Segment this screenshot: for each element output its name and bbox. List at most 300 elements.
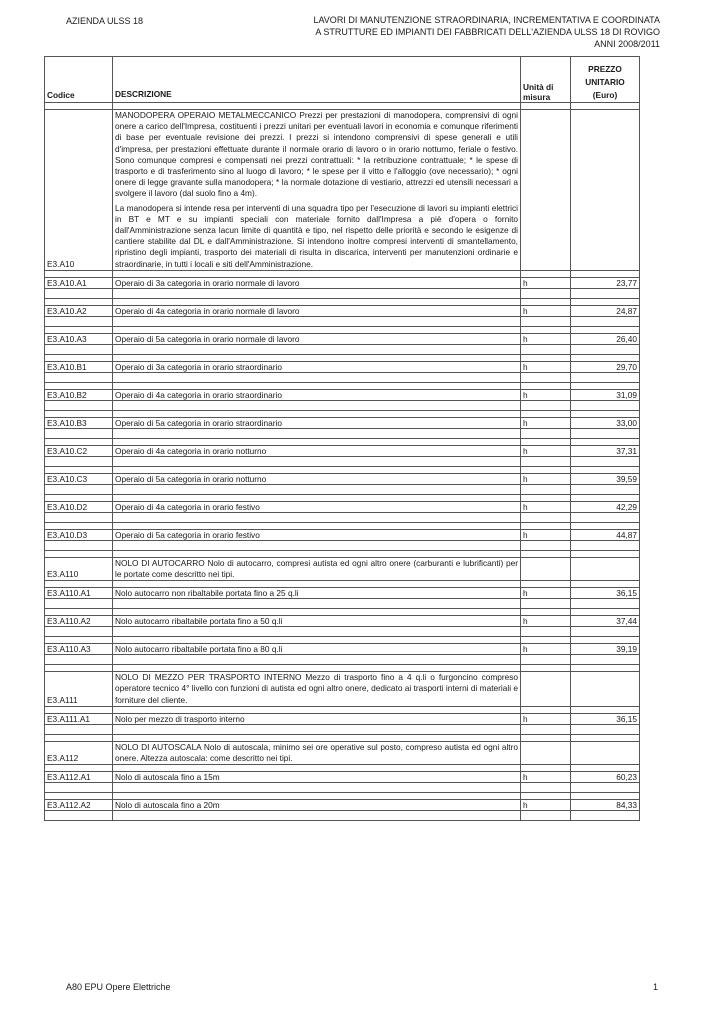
spacer-cell <box>113 372 521 382</box>
item-description: Operaio di 3a categoria in orario straordinario <box>113 361 521 372</box>
spacer-cell <box>45 354 113 361</box>
spacer-row <box>45 466 640 473</box>
section-description <box>113 557 521 580</box>
spacer-cell <box>113 599 521 609</box>
spacer-cell <box>521 609 571 616</box>
spacer-cell <box>113 765 521 772</box>
spacer-cell <box>571 655 640 665</box>
table-row <box>45 389 640 400</box>
spacer-cell <box>571 382 640 389</box>
price-list-body <box>45 57 640 821</box>
spacer-cell <box>571 783 640 793</box>
spacer-row <box>45 438 640 445</box>
section-price <box>571 110 640 271</box>
spacer-cell <box>571 438 640 445</box>
section-paragraph: MANODOPERA OPERAIO METALMECCANICO Prezzi per prestazioni di manodopera, comprensivi di ogni onere a carico dell'Impresa, costituenti i prezzi unitari per eventuali lavori in economia e comunque riferimenti di base per eventuale revisione dei prezzi. I prezzi si intendono comprensivi di spese generali e utili d'impresa, per prestazioni effettuate durante il normale orario di lavoro o in orario notturno, feriale o festivo. Sono comunque compresi e compensati nei prezzi contrattuali: * la retribuzione contrattuale; * le spese di trasporto e di trasferimento sino al luogo di lavoro; * le spese per il vitto e l'alloggio (ove necessario); * ogni onere di legge gravante sulla manodopera; * la normale dotazione di vestiario, attrezzi ed utensili necessari a svolgere il lavoro (dal suolo fino a 4m). <box>115 110 518 199</box>
item-price: 39,59 <box>571 473 640 484</box>
header-project-title <box>313 14 660 50</box>
spacer-cell <box>45 765 113 772</box>
item-price: 37,44 <box>571 616 640 627</box>
spacer-cell <box>113 637 521 644</box>
table-row <box>45 501 640 512</box>
section-description <box>113 672 521 707</box>
table-row <box>45 588 640 599</box>
spacer-row <box>45 382 640 389</box>
spacer-cell <box>113 484 521 494</box>
spacer-row <box>45 734 640 741</box>
item-unit: h <box>521 616 571 627</box>
spacer-cell <box>113 627 521 637</box>
unit-header-line: misura <box>523 92 551 102</box>
spacer-cell <box>45 655 113 665</box>
section-price <box>571 672 640 707</box>
spacer-cell <box>45 540 113 550</box>
spacer-cell <box>571 326 640 333</box>
spacer-cell <box>521 706 571 713</box>
spacer-cell <box>571 581 640 588</box>
spacer-cell <box>571 734 640 741</box>
spacer-cell <box>521 326 571 333</box>
spacer-row <box>45 344 640 354</box>
spacer-cell <box>571 609 640 616</box>
spacer-cell <box>113 540 521 550</box>
spacer-cell <box>45 316 113 326</box>
item-unit: h <box>521 529 571 540</box>
table-row <box>45 277 640 288</box>
header-title-line: ANNI 2008/2011 <box>594 39 660 49</box>
spacer-cell <box>571 724 640 734</box>
table-row <box>45 361 640 372</box>
spacer-cell <box>113 428 521 438</box>
spacer-cell <box>113 438 521 445</box>
price-header-line: (Euro) <box>592 90 618 100</box>
spacer-row <box>45 724 640 734</box>
section-description <box>113 741 521 764</box>
item-unit: h <box>521 277 571 288</box>
section-code: E3.A10 <box>45 110 113 271</box>
spacer-cell <box>521 316 571 326</box>
item-description: Nolo per mezzo di trasporto interno <box>113 713 521 724</box>
spacer-cell <box>113 288 521 298</box>
spacer-row <box>45 316 640 326</box>
spacer-cell <box>571 793 640 800</box>
spacer-cell <box>45 344 113 354</box>
section-unit <box>521 672 571 707</box>
item-unit: h <box>521 389 571 400</box>
section-row <box>45 557 640 580</box>
spacer-cell <box>521 354 571 361</box>
spacer-cell <box>113 655 521 665</box>
section-price <box>571 741 640 764</box>
spacer-cell <box>521 344 571 354</box>
spacer-cell <box>45 494 113 501</box>
table-row <box>45 772 640 783</box>
spacer-cell <box>521 428 571 438</box>
spacer-cell <box>571 103 640 110</box>
spacer-row <box>45 811 640 821</box>
spacer-cell <box>45 609 113 616</box>
spacer-row <box>45 793 640 800</box>
spacer-cell <box>571 372 640 382</box>
spacer-cell <box>521 637 571 644</box>
spacer-cell <box>113 494 521 501</box>
spacer-cell <box>571 811 640 821</box>
item-code: E3.A10.D3 <box>45 529 113 540</box>
spacer-cell <box>571 637 640 644</box>
spacer-row <box>45 494 640 501</box>
spacer-cell <box>45 724 113 734</box>
item-code: E3.A10.B2 <box>45 389 113 400</box>
item-code: E3.A110.A1 <box>45 588 113 599</box>
column-header-description: DESCRIZIONE <box>113 57 521 103</box>
spacer-cell <box>113 410 521 417</box>
spacer-cell <box>571 270 640 277</box>
item-code: E3.A10.B1 <box>45 361 113 372</box>
spacer-row <box>45 484 640 494</box>
footer-page-number: 1 <box>652 982 658 992</box>
item-description: Nolo di autoscala fino a 20m <box>113 800 521 811</box>
spacer-cell <box>45 706 113 713</box>
spacer-cell <box>521 438 571 445</box>
item-description: Nolo autocarro ribaltabile portata fino a 80 q.li <box>113 644 521 655</box>
item-description: Operaio di 4a categoria in orario festivo <box>113 501 521 512</box>
spacer-row <box>45 609 640 616</box>
unit-header-line: Unità di <box>523 82 554 92</box>
item-price: 23,77 <box>571 277 640 288</box>
spacer-cell <box>113 706 521 713</box>
spacer-cell <box>45 410 113 417</box>
spacer-row <box>45 637 640 644</box>
item-price: 39,19 <box>571 644 640 655</box>
item-unit: h <box>521 644 571 655</box>
table-row <box>45 616 640 627</box>
item-price: 36,15 <box>571 588 640 599</box>
item-code: E3.A10.D2 <box>45 501 113 512</box>
spacer-cell <box>45 382 113 389</box>
spacer-cell <box>571 599 640 609</box>
spacer-cell <box>521 665 571 672</box>
spacer-cell <box>45 811 113 821</box>
spacer-row <box>45 765 640 772</box>
spacer-cell <box>113 512 521 522</box>
item-unit: h <box>521 417 571 428</box>
spacer-cell <box>45 734 113 741</box>
spacer-cell <box>521 456 571 466</box>
item-price: 31,09 <box>571 389 640 400</box>
spacer-cell <box>113 609 521 616</box>
section-unit <box>521 741 571 764</box>
table-header-row <box>45 57 640 103</box>
item-description: Operaio di 5a categoria in orario straordinario <box>113 417 521 428</box>
spacer-cell <box>521 103 571 110</box>
section-unit <box>521 557 571 580</box>
spacer-cell <box>571 344 640 354</box>
item-description: Operaio di 4a categoria in orario straordinario <box>113 389 521 400</box>
spacer-cell <box>521 724 571 734</box>
spacer-cell <box>521 811 571 821</box>
item-description: Nolo autocarro non ribaltabile portata fino a 25 q.li <box>113 588 521 599</box>
item-code: E3.A112.A1 <box>45 772 113 783</box>
column-header-unit <box>521 57 571 103</box>
spacer-cell <box>45 428 113 438</box>
spacer-cell <box>571 706 640 713</box>
footer-document-name: A80 EPU Opere Elettriche <box>66 982 171 992</box>
spacer-cell <box>571 540 640 550</box>
item-unit: h <box>521 772 571 783</box>
section-unit <box>521 110 571 271</box>
item-unit: h <box>521 800 571 811</box>
spacer-cell <box>521 550 571 557</box>
item-price: 29,70 <box>571 361 640 372</box>
spacer-row <box>45 410 640 417</box>
table-row <box>45 644 640 655</box>
item-price: 84,33 <box>571 800 640 811</box>
spacer-cell <box>521 298 571 305</box>
spacer-row <box>45 522 640 529</box>
spacer-cell <box>521 270 571 277</box>
spacer-cell <box>113 400 521 410</box>
spacer-cell <box>521 466 571 473</box>
table-row <box>45 713 640 724</box>
spacer-cell <box>45 326 113 333</box>
table-row <box>45 417 640 428</box>
spacer-cell <box>45 627 113 637</box>
item-unit: h <box>521 305 571 316</box>
spacer-cell <box>45 550 113 557</box>
spacer-cell <box>571 410 640 417</box>
item-unit: h <box>521 333 571 344</box>
spacer-row <box>45 372 640 382</box>
item-code: E3.A10.A2 <box>45 305 113 316</box>
spacer-cell <box>45 288 113 298</box>
table-row <box>45 305 640 316</box>
item-code: E3.A10.A1 <box>45 277 113 288</box>
spacer-row <box>45 783 640 793</box>
column-header-price <box>571 57 640 103</box>
spacer-cell <box>45 581 113 588</box>
header-title-line: A STRUTTURE ED IMPIANTI DEI FABBRICATI DELL'AZIENDA ULSS 18 DI ROVIGO <box>315 27 660 37</box>
section-row <box>45 741 640 764</box>
spacer-cell <box>113 326 521 333</box>
spacer-cell <box>571 354 640 361</box>
spacer-cell <box>113 783 521 793</box>
section-price <box>571 557 640 580</box>
price-header-line: PREZZO <box>588 64 622 74</box>
spacer-row <box>45 270 640 277</box>
column-header-code: Codice <box>45 57 113 103</box>
spacer-cell <box>571 765 640 772</box>
spacer-cell <box>521 627 571 637</box>
spacer-cell <box>521 540 571 550</box>
spacer-cell <box>521 793 571 800</box>
table-row <box>45 333 640 344</box>
spacer-row <box>45 103 640 110</box>
item-price: 42,29 <box>571 501 640 512</box>
table-row <box>45 529 640 540</box>
spacer-cell <box>45 456 113 466</box>
spacer-row <box>45 550 640 557</box>
spacer-cell <box>571 627 640 637</box>
header-title-line: LAVORI DI MANUTENZIONE STRAORDINARIA, INCREMENTATIVA E COORDINATA <box>313 15 660 25</box>
spacer-cell <box>521 512 571 522</box>
spacer-cell <box>521 400 571 410</box>
section-paragraph: NOLO DI AUTOCARRO Nolo di autocarro, compresi autista ed ogni altro onere (carburanti e lubrificanti) per le portate come descritto nei tipi. <box>115 557 518 580</box>
spacer-cell <box>45 438 113 445</box>
spacer-cell <box>45 466 113 473</box>
spacer-cell <box>571 298 640 305</box>
spacer-cell <box>571 456 640 466</box>
spacer-cell <box>45 783 113 793</box>
spacer-row <box>45 655 640 665</box>
section-code: E3.A112 <box>45 741 113 764</box>
spacer-cell <box>113 811 521 821</box>
item-unit: h <box>521 473 571 484</box>
spacer-cell <box>113 316 521 326</box>
spacer-cell <box>521 288 571 298</box>
spacer-cell <box>571 288 640 298</box>
spacer-cell <box>571 466 640 473</box>
section-row <box>45 110 640 271</box>
spacer-cell <box>45 484 113 494</box>
spacer-cell <box>113 382 521 389</box>
spacer-cell <box>521 783 571 793</box>
item-description: Operaio di 4a categoria in orario normale di lavoro <box>113 305 521 316</box>
spacer-cell <box>113 522 521 529</box>
spacer-row <box>45 665 640 672</box>
item-description: Operaio di 3a categoria in orario normale di lavoro <box>113 277 521 288</box>
item-description: Nolo autocarro ribaltabile portata fino a 50 q.li <box>113 616 521 627</box>
spacer-row <box>45 627 640 637</box>
header-organization: AZIENDA ULSS 18 <box>66 16 144 26</box>
section-row <box>45 672 640 707</box>
spacer-cell <box>113 734 521 741</box>
item-unit: h <box>521 361 571 372</box>
item-code: E3.A110.A2 <box>45 616 113 627</box>
section-paragraph: NOLO DI AUTOSCALA Nolo di autoscala, minimo sei ore operative sul posto, compreso autista ed ogni altro onere. Altezza autoscala: come descritto nei tipi. <box>115 741 518 764</box>
spacer-row <box>45 456 640 466</box>
item-price: 26,40 <box>571 333 640 344</box>
spacer-row <box>45 428 640 438</box>
item-price: 24,87 <box>571 305 640 316</box>
table-row <box>45 800 640 811</box>
price-header-line: UNITARIO <box>585 77 625 87</box>
price-list-table <box>44 56 640 821</box>
spacer-cell <box>45 103 113 110</box>
spacer-cell <box>113 665 521 672</box>
spacer-cell <box>113 724 521 734</box>
spacer-cell <box>113 344 521 354</box>
spacer-cell <box>45 270 113 277</box>
spacer-cell <box>45 400 113 410</box>
spacer-cell <box>113 793 521 800</box>
spacer-cell <box>45 599 113 609</box>
spacer-row <box>45 354 640 361</box>
spacer-cell <box>521 372 571 382</box>
table-row <box>45 445 640 456</box>
item-description: Operaio di 4a categoria in orario notturno <box>113 445 521 456</box>
spacer-cell <box>571 484 640 494</box>
spacer-cell <box>45 793 113 800</box>
section-paragraph: La manodopera si intende resa per interventi di una squadra tipo per l'esecuzione di lavori su impianti elettrici in BT e MT e su impianti speciali con materiale fornito dall'Impresa a piè d'opera o fornito dall'Amministrazione senza lacun limite di quantità e tipo, nel rispetto delle priorità e secondo le esigenze di cantiere stabilite dal DL e dall'Amministrazione. Si intendono inoltre compresi interventi di smantellamento, ripristino degli impianti, trasporto dei materiali di risulta in discarica, interventi per manutenzioni ordinarie e straordinarie, in tutti i locali e siti dell'Amministrazione. <box>115 202 518 269</box>
spacer-cell <box>571 494 640 501</box>
spacer-cell <box>521 581 571 588</box>
spacer-cell <box>521 494 571 501</box>
table-row <box>45 473 640 484</box>
spacer-cell <box>113 103 521 110</box>
spacer-row <box>45 326 640 333</box>
spacer-cell <box>113 298 521 305</box>
spacer-cell <box>571 522 640 529</box>
spacer-cell <box>521 765 571 772</box>
spacer-row <box>45 599 640 609</box>
item-price: 37,31 <box>571 445 640 456</box>
spacer-row <box>45 298 640 305</box>
item-unit: h <box>521 588 571 599</box>
spacer-cell <box>571 512 640 522</box>
spacer-row <box>45 512 640 522</box>
spacer-cell <box>571 550 640 557</box>
spacer-cell <box>571 316 640 326</box>
spacer-cell <box>521 410 571 417</box>
spacer-row <box>45 288 640 298</box>
spacer-cell <box>521 655 571 665</box>
section-description <box>113 110 521 271</box>
spacer-cell <box>521 484 571 494</box>
item-description: Operaio di 5a categoria in orario festivo <box>113 529 521 540</box>
section-paragraph: NOLO DI MEZZO PER TRASPORTO INTERNO Mezzo di trasporto fino a 4 q.li o furgoncino compreso operatore tecnico 4° livello con funzioni di autista ed ogni altro onere, dedicato ai trasporti interni di materiali e forniture del cliente. <box>115 672 518 705</box>
item-code: E3.A111.A1 <box>45 713 113 724</box>
spacer-cell <box>113 354 521 361</box>
section-code: E3.A110 <box>45 557 113 580</box>
spacer-cell <box>45 372 113 382</box>
section-code: E3.A111 <box>45 672 113 707</box>
item-price: 44,87 <box>571 529 640 540</box>
item-unit: h <box>521 501 571 512</box>
item-description: Operaio di 5a categoria in orario normale di lavoro <box>113 333 521 344</box>
spacer-cell <box>521 382 571 389</box>
spacer-cell <box>571 400 640 410</box>
spacer-cell <box>45 298 113 305</box>
spacer-row <box>45 706 640 713</box>
spacer-cell <box>45 512 113 522</box>
item-price: 60,23 <box>571 772 640 783</box>
item-code: E3.A10.C2 <box>45 445 113 456</box>
spacer-row <box>45 581 640 588</box>
spacer-cell <box>45 522 113 529</box>
spacer-cell <box>113 466 521 473</box>
spacer-cell <box>45 665 113 672</box>
spacer-cell <box>113 550 521 557</box>
item-description: Operaio di 5a categoria in orario notturno <box>113 473 521 484</box>
spacer-row <box>45 540 640 550</box>
item-unit: h <box>521 445 571 456</box>
spacer-cell <box>571 428 640 438</box>
spacer-cell <box>113 456 521 466</box>
item-price: 33,00 <box>571 417 640 428</box>
spacer-cell <box>521 522 571 529</box>
item-price: 36,15 <box>571 713 640 724</box>
spacer-cell <box>45 637 113 644</box>
spacer-cell <box>113 581 521 588</box>
item-code: E3.A112.A2 <box>45 800 113 811</box>
spacer-cell <box>521 599 571 609</box>
item-description: Nolo di autoscala fino a 15m <box>113 772 521 783</box>
item-code: E3.A10.A3 <box>45 333 113 344</box>
item-unit: h <box>521 713 571 724</box>
spacer-row <box>45 400 640 410</box>
item-code: E3.A10.C3 <box>45 473 113 484</box>
spacer-cell <box>113 270 521 277</box>
